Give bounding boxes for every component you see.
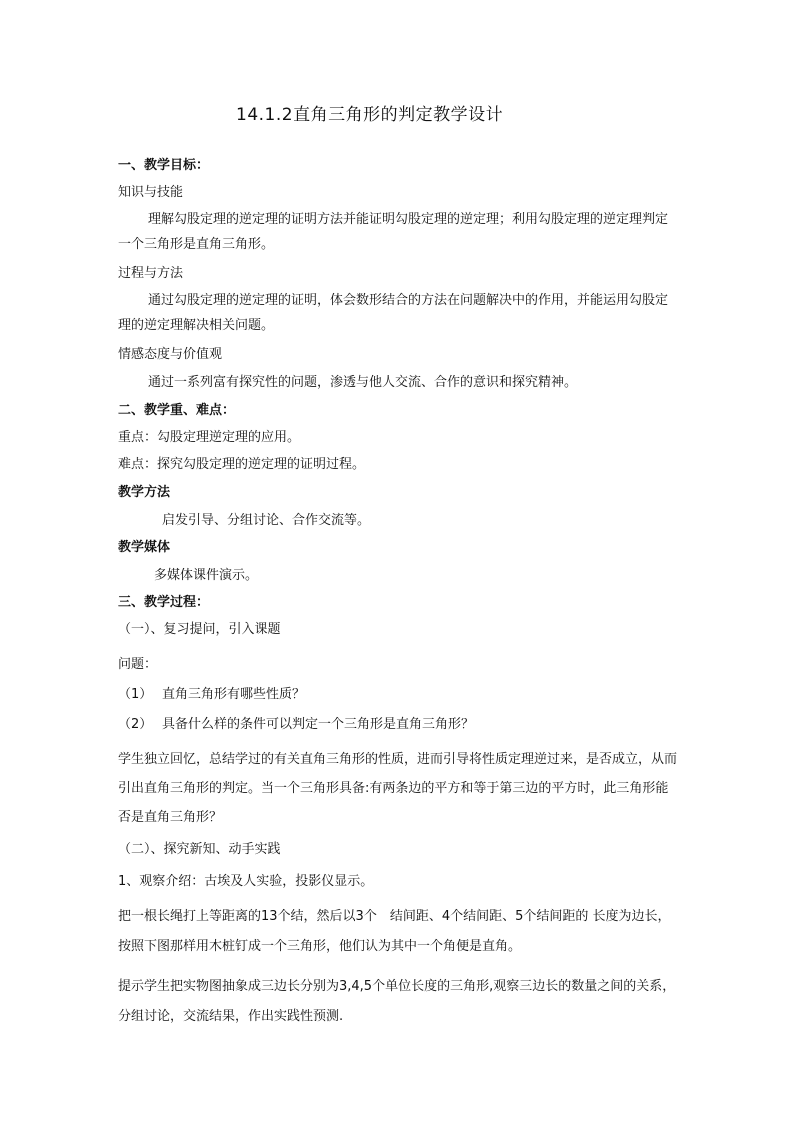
observe-heading: 1、观察介绍：古埃及人实验，投影仪显示。: [118, 874, 374, 889]
section-heading-key-points: 二、教学重、难点：: [118, 403, 236, 418]
difficult-point: 难点：探究勾股定理的逆定理的证明过程。: [118, 457, 366, 472]
paragraph-emotion: 通过一系列富有探究性的问题，渗透与他人交流、合作的意识和探究精神。: [148, 375, 578, 390]
question-2-number: （2）: [118, 717, 153, 732]
document-title: 14.1.2直角三角形的判定教学设计: [236, 105, 504, 125]
section-heading-objectives: 一、教学目标：: [118, 158, 210, 173]
subheading-emotion: 情感态度与价值观: [118, 347, 223, 362]
media-text: 多媒体课件演示。: [154, 568, 259, 583]
paragraph-process: 通过勾股定理的逆定理的证明，体会数形结合的方法在问题解决中的作用，并能运用勾股定理的逆定理解决相关问题。: [118, 293, 669, 333]
part2-heading: （二）、探究新知、动手实践: [118, 842, 281, 857]
subheading-process: 过程与方法: [118, 266, 184, 281]
key-point: 重点：勾股定理逆定理的应用。: [118, 430, 301, 445]
paragraph-recall: 学生独立回忆，总结学过的有关直角三角形的性质，进而引导将性质定理逆过来，是否成立，从而引出直角三角形的判定。当一个三角形具备:有两条边的平方和等于第三边的平方时，此三角形能否是直角三角形？: [118, 752, 678, 825]
section-heading-process: 三、教学过程：: [118, 595, 210, 610]
paragraph-hint: 提示学生把实物图抽象成三边长分别为3,4,5个单位长度的三角形,观察三边长的数量之间的关系，分组讨论，交流结果，作出实践性预测.: [118, 979, 676, 1024]
subheading-knowledge: 知识与技能: [118, 185, 184, 200]
paragraph-knowledge: 理解勾股定理的逆定理的证明方法并能证明勾股定理的逆定理；利用勾股定理的逆定理判定一个三角形是直角三角形。: [118, 212, 669, 252]
paragraph-observe: 把一根长绳打上等距离的13个结，然后以3个 结间距、4个结间距、5个结间距的 长度为边长，按照下图那样用木桩钉成一个三角形，他们认为其中一个角便是直角。: [118, 909, 671, 954]
question-label: 问题：: [118, 657, 158, 672]
method-text: 启发引导、分组讨论、合作交流等。: [162, 513, 371, 528]
section-heading-method: 教学方法: [118, 485, 171, 500]
part1-heading: （一）、复习提问，引入课题: [118, 622, 281, 637]
question-1-text: 直角三角形有哪些性质？: [162, 687, 306, 702]
question-2-text: 具备什么样的条件可以判定一个三角形是直角三角形？: [162, 717, 475, 732]
section-heading-media: 教学媒体: [118, 540, 171, 555]
question-1-number: （1）: [118, 687, 153, 702]
